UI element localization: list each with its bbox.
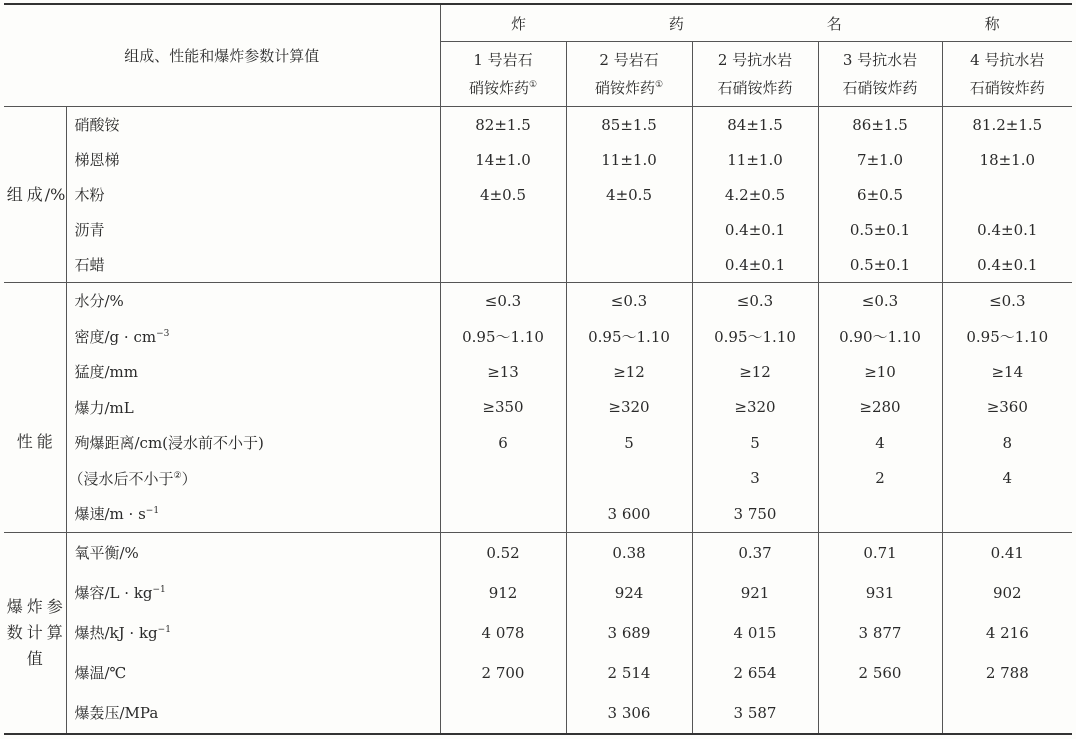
table-cell xyxy=(566,247,692,283)
table-cell: ≤0.3 xyxy=(692,283,818,319)
table-row xyxy=(4,613,1072,653)
row-label-cell xyxy=(66,319,440,355)
unit-exponent: −3 xyxy=(156,328,170,339)
row-label-cell xyxy=(66,142,440,177)
group-label-char: 成 xyxy=(26,184,43,204)
table-cell: 3 689 xyxy=(566,613,692,653)
group-label-cell xyxy=(4,107,66,283)
group-label-cell xyxy=(4,283,66,533)
table-row xyxy=(4,693,1072,734)
table-row xyxy=(4,212,1072,247)
table-cell: ≥360 xyxy=(942,390,1072,426)
group-label-char: /% xyxy=(44,184,66,204)
column-header-line1: 1 号岩石 xyxy=(473,51,533,69)
table-cell: 3 587 xyxy=(692,693,818,734)
row-label: 猛度/mm xyxy=(74,363,139,382)
group-label-char: 值 xyxy=(26,648,43,668)
column-header-line1: 2 号抗水岩 xyxy=(717,51,793,69)
table-cell: 4 xyxy=(818,425,942,461)
explosive-name-char: 炸 xyxy=(510,14,528,33)
column-header-line2: 硝铵炸药 xyxy=(468,79,529,97)
table-cell: 2 700 xyxy=(481,663,525,682)
header-left-title xyxy=(4,4,440,107)
table-cell: 0.52 xyxy=(486,543,520,562)
row-label-cell xyxy=(66,496,440,532)
table-cell: 3 750 xyxy=(692,496,818,532)
table-cell: 2 514 xyxy=(566,653,692,693)
row-label: 梯恩梯 xyxy=(74,151,120,169)
table-cell: 912 xyxy=(488,583,518,602)
column-header-line1: 3 号抗水岩 xyxy=(842,51,918,69)
footnote-mark: ② xyxy=(173,470,182,481)
table-cell: 2 xyxy=(818,461,942,497)
table-cell: 3 xyxy=(692,461,818,497)
left-title-text: 组成、性能和爆炸参数计算值 xyxy=(124,47,320,65)
column-header-line1: 4 号抗水岩 xyxy=(970,51,1045,69)
row-label-cell xyxy=(66,653,440,693)
table-cell xyxy=(440,461,566,497)
table-cell xyxy=(440,247,566,283)
table-cell: 2 788 xyxy=(942,653,1072,693)
table-cell: ≥10 xyxy=(818,354,942,390)
row-label: 硝酸铵 xyxy=(74,116,120,134)
table-cell: 0.5±0.1 xyxy=(818,247,942,283)
table-row xyxy=(4,177,1072,212)
table-cell: ≥280 xyxy=(818,390,942,426)
table-cell: 4 015 xyxy=(692,613,818,653)
table-row xyxy=(4,354,1072,390)
table-cell: 86±1.5 xyxy=(818,107,942,143)
row-label: 密度/g · cm xyxy=(74,327,157,346)
table-cell: 0.4±0.1 xyxy=(942,247,1072,283)
footnote-mark: ① xyxy=(528,80,538,90)
unit-exponent: −1 xyxy=(157,625,171,635)
table-cell: 4 078 xyxy=(481,623,525,642)
table-cell: 85±1.5 xyxy=(566,107,692,143)
group-label-char: 炸 xyxy=(26,596,43,616)
table-cell: 0.90～1.10 xyxy=(818,319,942,355)
table-cell: 11±1.0 xyxy=(692,142,818,177)
table-row xyxy=(4,247,1072,283)
row-label: 爆速/m · s xyxy=(74,505,146,524)
parameters-section xyxy=(4,532,1072,734)
table-cell: 3 600 xyxy=(566,496,692,532)
table-cell: 4 xyxy=(942,461,1072,497)
group-label-char: 参 xyxy=(46,596,63,616)
row-label-cell xyxy=(66,532,440,573)
column-header xyxy=(566,42,692,107)
table-cell: 0.4±0.1 xyxy=(942,212,1072,247)
table-cell: 6 xyxy=(498,433,508,452)
table-cell: 4±0.5 xyxy=(566,177,692,212)
table-cell: ≥14 xyxy=(942,354,1072,390)
table-cell: 3 306 xyxy=(566,693,692,734)
row-label-cell xyxy=(66,354,440,390)
column-header-line2: 石硝铵炸药 xyxy=(842,79,918,97)
table-cell: 2 654 xyxy=(692,653,818,693)
row-label: 爆温/℃ xyxy=(74,664,127,682)
table-cell: ≤0.3 xyxy=(566,283,692,319)
table-cell: 5 xyxy=(566,425,692,461)
table-row xyxy=(4,653,1072,693)
table-cell xyxy=(818,496,942,532)
row-label-cell xyxy=(66,177,440,212)
table-cell: 8 xyxy=(942,425,1072,461)
table-cell: 5 xyxy=(692,425,818,461)
row-label-cell xyxy=(66,283,440,319)
table-cell: ≥13 xyxy=(487,362,519,381)
row-label-cell xyxy=(66,461,440,497)
explosive-name-header xyxy=(440,4,1072,42)
table-cell: 81.2±1.5 xyxy=(942,107,1072,143)
column-header-line2: 石硝铵炸药 xyxy=(969,79,1045,97)
table-cell: 0.95～1.10 xyxy=(462,327,544,346)
table-row xyxy=(4,390,1072,426)
row-label: 木粉 xyxy=(74,186,105,204)
column-header xyxy=(818,42,942,107)
explosive-name-char: 药 xyxy=(668,14,686,33)
row-label: 沥青 xyxy=(74,221,105,239)
table-cell: 931 xyxy=(818,573,942,613)
table-cell: 0.38 xyxy=(566,532,692,573)
header-row-top xyxy=(4,4,1072,42)
row-label-cell xyxy=(66,390,440,426)
explosive-name-char: 称 xyxy=(984,14,1002,33)
row-label-cell xyxy=(66,247,440,283)
group-label-cell xyxy=(4,532,66,734)
table-cell: 924 xyxy=(566,573,692,613)
row-label-cell xyxy=(66,212,440,247)
table-cell: 4 216 xyxy=(942,613,1072,653)
table-cell xyxy=(942,496,1072,532)
table-cell xyxy=(440,693,566,734)
table-cell: 14±1.0 xyxy=(475,150,531,169)
row-label-tail: ） xyxy=(181,469,197,488)
table-row xyxy=(4,532,1072,573)
table-cell: 0.95～1.10 xyxy=(692,319,818,355)
row-label: 石蜡 xyxy=(74,256,105,274)
table-row xyxy=(4,107,1072,143)
table-cell: 0.41 xyxy=(942,532,1072,573)
footnote-mark: ① xyxy=(654,80,664,90)
table-cell: ≤0.3 xyxy=(818,283,942,319)
table-cell: ≥12 xyxy=(692,354,818,390)
table-cell: ≥12 xyxy=(566,354,692,390)
table-cell: ≥320 xyxy=(692,390,818,426)
table-cell: 2 560 xyxy=(818,653,942,693)
table-cell: 902 xyxy=(942,573,1072,613)
table-row xyxy=(4,425,1072,461)
table-cell: 11±1.0 xyxy=(566,142,692,177)
table-cell: 0.71 xyxy=(818,532,942,573)
table-cell: 4.2±0.5 xyxy=(692,177,818,212)
row-label: 爆力/mL xyxy=(74,398,134,417)
table-cell xyxy=(566,461,692,497)
table-cell: 4±0.5 xyxy=(480,185,526,204)
table-cell: 0.4±0.1 xyxy=(692,247,818,283)
table-cell xyxy=(440,212,566,247)
row-label-cell xyxy=(66,573,440,613)
row-label-cell xyxy=(66,107,440,143)
group-label-char: 组 xyxy=(6,184,23,204)
group-label-char: 数 xyxy=(6,622,23,642)
group-label-char: 性 xyxy=(16,432,33,452)
table-row xyxy=(4,461,1072,497)
table-cell: 7±1.0 xyxy=(818,142,942,177)
column-header xyxy=(440,42,566,107)
table-cell: 0.95～1.10 xyxy=(566,319,692,355)
table-cell: ≤0.3 xyxy=(484,291,522,310)
table-cell: 3 877 xyxy=(818,613,942,653)
table-cell: 82±1.5 xyxy=(475,115,531,134)
row-label-cell xyxy=(66,425,440,461)
table-row xyxy=(4,283,1072,319)
column-header xyxy=(692,42,818,107)
column-header xyxy=(942,42,1072,107)
table-row xyxy=(4,496,1072,532)
explosive-properties-table xyxy=(4,3,1072,735)
table-cell xyxy=(818,693,942,734)
row-label: 氧平衡/% xyxy=(74,544,139,562)
row-label: 爆热/kJ · kg xyxy=(74,624,158,642)
group-label-char: 计 xyxy=(26,622,43,642)
table-cell: 0.95～1.10 xyxy=(942,319,1072,355)
row-label-cell xyxy=(66,693,440,734)
table-cell: 84±1.5 xyxy=(692,107,818,143)
row-label: 爆轰压/MPa xyxy=(74,704,159,722)
unit-exponent: −1 xyxy=(145,506,160,517)
row-label: （浸水后不小于 xyxy=(68,469,174,488)
row-label: 爆容/L · kg xyxy=(74,584,153,602)
unit-exponent: −1 xyxy=(152,585,166,595)
performance-section xyxy=(4,283,1072,533)
group-label-char: 算 xyxy=(46,622,63,642)
row-label: 殉爆距离/cm(浸水前不小于) xyxy=(74,434,264,453)
table-cell xyxy=(440,496,566,532)
explosive-name-char: 名 xyxy=(826,14,844,33)
row-label: 水分/% xyxy=(74,292,124,311)
table-cell: 921 xyxy=(692,573,818,613)
table-cell xyxy=(942,693,1072,734)
group-label-char: 爆 xyxy=(6,596,23,616)
column-header-line1: 2 号岩石 xyxy=(599,51,659,69)
column-header-line2: 硝铵炸药 xyxy=(594,79,655,97)
table-cell: ≥320 xyxy=(566,390,692,426)
column-header-line2: 石硝铵炸药 xyxy=(717,79,793,97)
table-row xyxy=(4,142,1072,177)
table-row xyxy=(4,319,1072,355)
table-cell: 18±1.0 xyxy=(942,142,1072,177)
table-cell: 0.4±0.1 xyxy=(692,212,818,247)
composition-section xyxy=(4,107,1072,283)
table-cell: 6±0.5 xyxy=(818,177,942,212)
table-cell: 0.5±0.1 xyxy=(818,212,942,247)
row-label-cell xyxy=(66,613,440,653)
table-row xyxy=(4,573,1072,613)
table-cell xyxy=(566,212,692,247)
table-cell: ≤0.3 xyxy=(942,283,1072,319)
table-cell xyxy=(942,177,1072,212)
table-cell: ≥350 xyxy=(482,398,524,417)
table-cell: 0.37 xyxy=(692,532,818,573)
group-label-char: 能 xyxy=(36,432,53,452)
